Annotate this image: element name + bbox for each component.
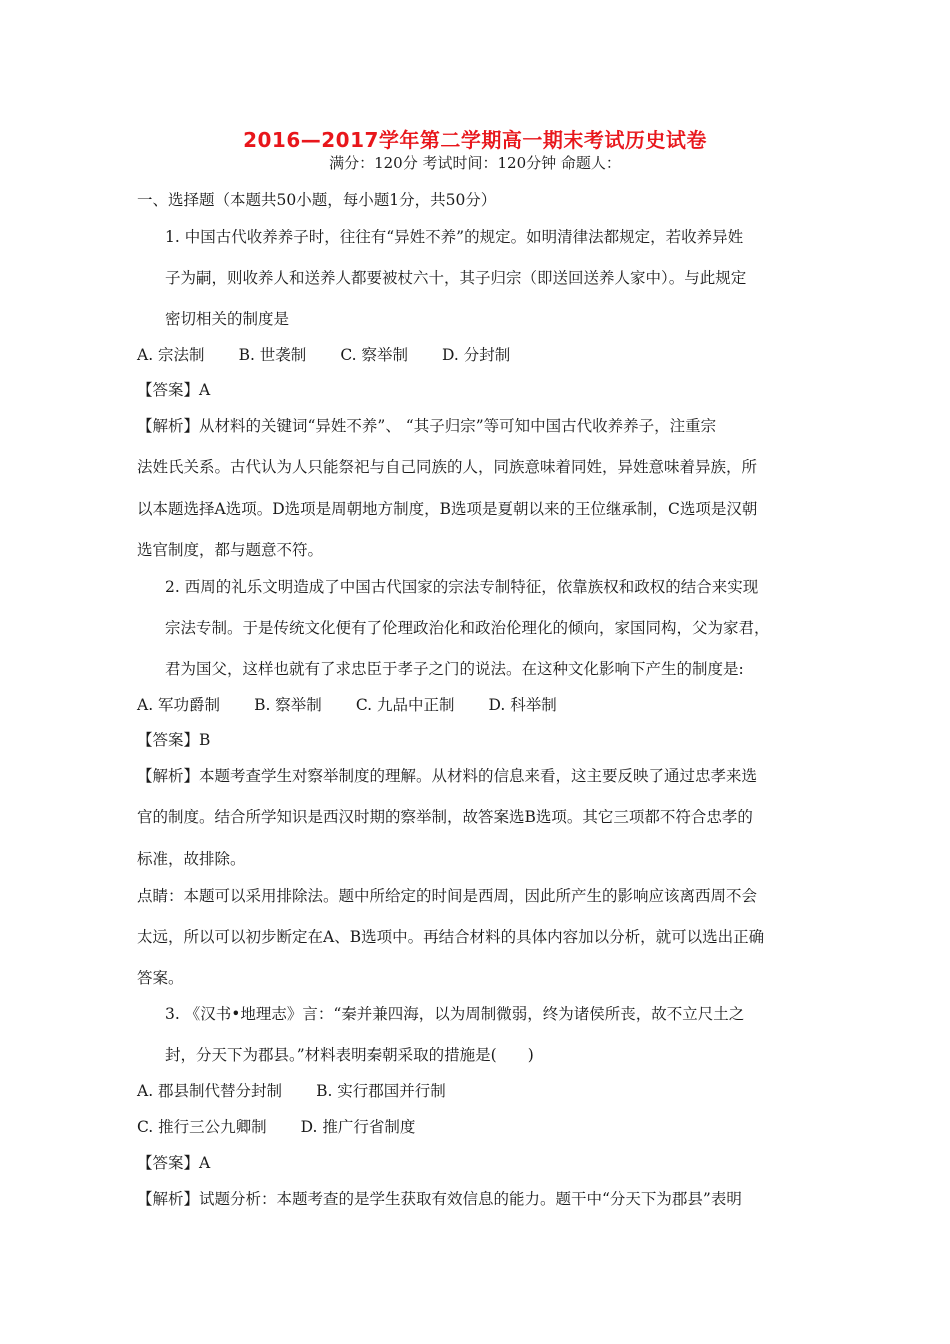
q1-option-b: B. 世袭制: [238, 346, 307, 364]
q1-option-d: D. 分封制: [441, 346, 511, 364]
q3-stem-line: 3. 《汉书•地理志》言：“秦并兼四海，以为周制微弱，终为诸侯所丧，故不立尺土之: [165, 1005, 745, 1023]
exam-title: 2016—2017学年第二学期高一期末考试历史试卷: [243, 128, 707, 152]
q1-analysis-line: 【解析】从材料的关键词“异姓不养”、 “其子归宗”等可知中国古代收养养子，注重宗: [137, 417, 717, 435]
q3-options-row: [137, 1079, 446, 1101]
q1-option-a: A. 宗法制: [137, 346, 205, 364]
q1-stem-line: 子为嗣，则收养人和送养人都要被杖六十，其子归宗（即送回送养人家中）。与此规定: [165, 269, 747, 287]
q2-option-d: D. 科举制: [488, 696, 557, 714]
exam-info: 满分：120分 考试时间：120分钟 命题人：: [329, 154, 621, 172]
q3-options-row: [137, 1115, 415, 1137]
q2-analysis-line: 官的制度。结合所学知识是西汉时期的察举制，故答案选B选项。其它三项都不符合忠孝的: [137, 808, 753, 826]
q3-option-b: B. 实行郡国并行制: [316, 1082, 446, 1100]
q1-stem-line: 密切相关的制度是: [165, 310, 290, 328]
q1-options: [137, 343, 510, 365]
q3-analysis-line: 【解析】试题分析：本题考查的是学生获取有效信息的能力。题干中“分天下为郡县”表明: [137, 1190, 742, 1208]
q2-tip-line: 答案。: [137, 969, 184, 987]
q2-tip-line: 太远，所以可以初步断定在A、B选项中。再结合材料的具体内容加以分析，就可以选出正确: [137, 928, 765, 946]
q2-stem-line: 2. 西周的礼乐文明造成了中国古代国家的宗法专制特征，依靠族权和政权的结合来实现: [165, 578, 759, 596]
q3-answer: 【答案】A: [137, 1154, 211, 1172]
q1-analysis-line: 以本题选择A选项。D选项是周朝地方制度，B选项是夏朝以来的王位继承制，C选项是汉朝: [137, 500, 758, 518]
q2-tip-line: 点睛：本题可以采用排除法。题中所给定的时间是西周，因此所产生的影响应该离西周不会: [137, 887, 758, 905]
q1-answer: 【答案】A: [137, 381, 211, 399]
q1-stem-line: 1. 中国古代收养养子时，往往有“异姓不养”的规定。如明清律法都规定，若收养异姓: [165, 228, 744, 246]
q2-analysis-line: 标准，故排除。: [137, 850, 246, 868]
q2-option-a: A. 军功爵制: [137, 696, 221, 714]
q2-stem-line: 君为国父，这样也就有了求忠臣于孝子之门的说法。在这种文化影响下产生的制度是:: [165, 660, 744, 678]
q1-option-c: C. 察举制: [340, 346, 408, 364]
q3-option-c: C. 推行三公九卿制: [137, 1118, 267, 1136]
q2-answer: 【答案】B: [137, 731, 211, 749]
q3-option-a: A. 郡县制代替分封制: [137, 1082, 283, 1100]
q2-analysis-line: 【解析】本题考查学生对察举制度的理解。从材料的信息来看，这主要反映了通过忠孝来选: [137, 767, 758, 785]
q2-option-b: B. 察举制: [254, 696, 322, 714]
q2-option-c: C. 九品中正制: [355, 696, 455, 714]
q2-stem-line: 宗法专制。于是传统文化便有了伦理政治化和政治伦理化的倾向，家国同构，父为家君，: [165, 619, 770, 637]
q3-option-d: D. 推广行省制度: [300, 1118, 416, 1136]
q1-analysis-line: 法姓氏关系。古代认为人只能祭祀与自己同族的人，同族意味着同姓，异姓意味着异族，所: [137, 458, 758, 476]
section-heading: 一、选择题（本题共50小题，每小题1分，共50分）: [137, 191, 497, 209]
q2-options: [137, 693, 557, 715]
q3-stem-line: 封，分天下为郡县。”材料表明秦朝采取的措施是( ): [165, 1046, 534, 1064]
q1-analysis-line: 选官制度，都与题意不符。: [137, 541, 324, 559]
